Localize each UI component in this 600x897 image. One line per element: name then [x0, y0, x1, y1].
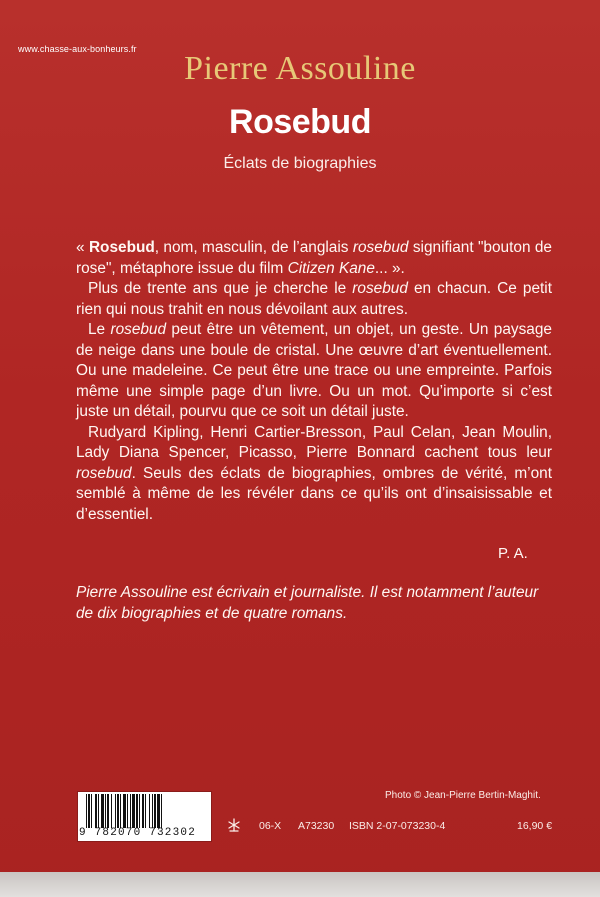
blurb-paragraph-1: « Rosebud, nom, masculin, de l’anglais rosebud signifiant "bouton de rose", métaphore issue du film Citizen Kane... ». — [76, 239, 552, 277]
code-1: 06-X — [259, 820, 282, 832]
book-title: Rosebud — [229, 103, 371, 141]
barcode-digits: 9 782070 732302 — [79, 827, 197, 839]
blurb-paragraph-4: Rudyard Kipling, Henri Cartier-Bresson, Paul Celan, Jean Moulin, Lady Diana Spencer, Picasso, Pierre Bonnard cachent tous leur rosebud. Seuls des éclats de biographies, ombres de vérité, m’ont semblé à même de les révéler dans ce qu’ils ont d’insaisissable et d’essentiel. — [76, 423, 552, 523]
author-bio: Pierre Assouline est écrivain et journaliste. Il est notamment l’auteur de dix biographies et de quatre romans. — [76, 584, 539, 622]
signature: P. A. — [498, 545, 528, 562]
blurb-paragraph-2: Plus de trente ans que je cherche le rosebud en chacun. Ce petit rien qui nous trahit en nous dévoilant aux autres. — [76, 280, 552, 318]
book-subtitle: Éclats de biographies — [223, 155, 377, 172]
watermark: www.chasse-aux-bonheurs.fr — [18, 44, 137, 54]
author-name: Pierre Assouline — [184, 50, 416, 87]
isbn: ISBN 2-07-073230-4 — [349, 820, 446, 832]
page-edge — [0, 872, 600, 897]
publisher-logo-icon — [226, 817, 242, 833]
barcode-bars — [86, 794, 206, 828]
code-2: A73230 — [298, 820, 335, 832]
blurb-paragraph-3: Le rosebud peut être un vêtement, un objet, un geste. Un paysage de neige dans une boule de cristal. Une œuvre d’art éventuellement. Ou une madeleine. Ce peut être une trace ou une empreinte. Parfois même une simple page d’un livre. Ou un mot. Qu’importe si c’est juste un détail, pourvu que ce soit un détail juste. — [76, 321, 552, 420]
photo-credit: Photo © Jean-Pierre Bertin-Maghit. — [385, 790, 541, 801]
blurb — [76, 238, 552, 525]
barcode — [77, 791, 212, 842]
price: 16,90 € — [517, 820, 553, 832]
